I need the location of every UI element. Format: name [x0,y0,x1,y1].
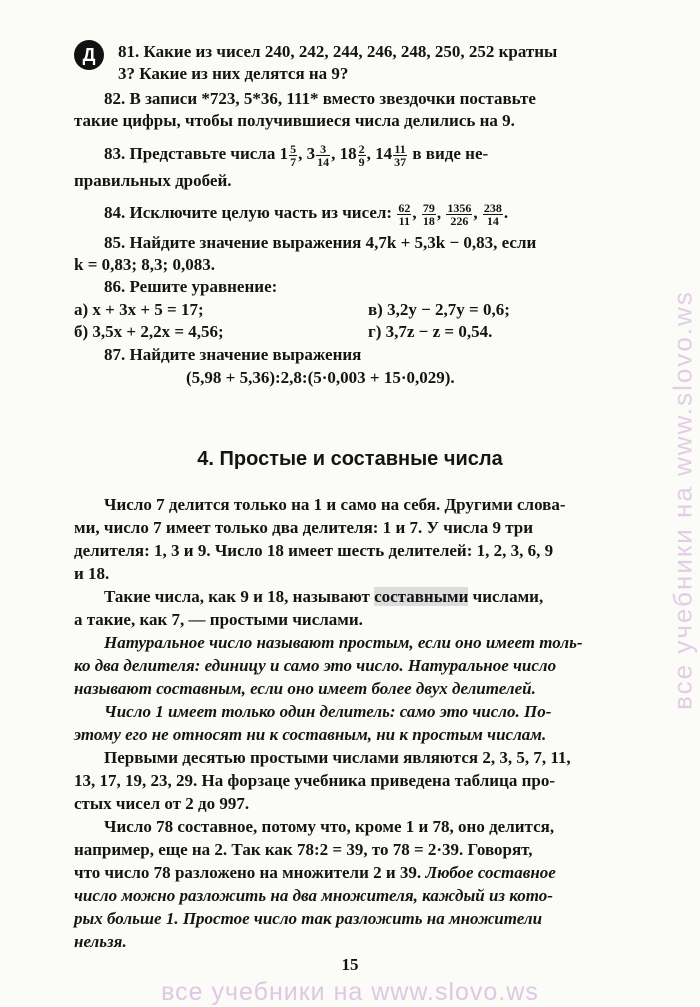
paragraph-6-line: число можно разложить на два множителя, каждый из кото- [74,886,553,905]
exercise-82-number: 82. [104,89,126,108]
exercise-81-text: Какие из чисел 240, 242, 244, 246, 248, 250, 252 кратны [143,42,558,61]
exercise-85-line1 [104,232,536,254]
equation-b: б) 3,5x + 2,2x = 4,56; [74,322,224,341]
fraction: $\frac{2}{9}$ [358,141,365,169]
text: числами, [468,587,544,606]
definition-line: Натуральное число называют простым, если оно имеет толь- [104,633,583,652]
exercise-86-text: Решите уравнение: [129,277,278,296]
exercise-85-line2: k = 0,83; 8,3; 0,083. [74,255,215,274]
side-watermark: все учебники на www.slovo.ws [667,290,698,710]
fraction: $\frac{11}{37}$ [394,141,407,169]
exercise-badge: Д [74,40,104,70]
exercise-87-number: 87. [104,345,126,364]
term-composite: составными [374,587,469,606]
italic-text: Любое составное [425,863,556,882]
exercise-81-line2: 3? Какие из них делятся на 9? [118,64,349,83]
paragraph-6-line: нельзя. [74,932,127,951]
fraction: $\frac{1356}{226}$ [447,200,472,228]
text: числами. [288,610,363,629]
exercise-83-text: Представьте числа [129,144,276,163]
exercise-82-line1 [104,88,536,110]
paragraph-5-line: 13, 17, 19, 23, 29. На форзаце учебника приведена таблица про- [74,771,555,790]
paragraph-1-line: Число 7 делится только на 1 и само на себя. Другими слова- [104,495,566,514]
exercise-87-line1 [104,344,361,366]
text: что число 78 [74,863,175,882]
paragraph-2-line1 [104,586,543,608]
note-line: этому его не относят ни к составным, ни к простым числам. [74,725,547,744]
exercise-85-number: 85. [104,233,126,252]
bottom-watermark: все учебники на www.slovo.ws [161,978,539,1006]
paragraph-6-line [74,862,556,884]
mixed-number: 18 [339,144,357,163]
definition-line: называют составным, если оно имеет более двух делителей. [74,679,536,698]
paragraph-1-line: ми, число 7 имеет только два делителя: 1 и 7. У числа 9 три [74,518,533,537]
term-prime: простыми [209,610,289,629]
equation-a: а) x + 3x + 5 = 17; [74,300,204,319]
exercise-84-number: 84. [104,203,126,222]
exercise-83-text-end: в виде не- [412,144,489,163]
exercise-83-line1: 83. Представьте числа 1 $\frac{5}{7}$ , 3 $\frac{3}{14}$ , 18 $\frac{2}{9}$ , 14 $\frac{11}{37}$ в виде не- [104,141,489,169]
equation-g: г) 3,7z − z = 0,54. [368,322,493,341]
fraction: $\frac{79}{18}$ [422,200,435,228]
text: Такие числа, как 9 и 18, называют [104,587,375,606]
paragraph-5-line: Первыми десятью простыми числами являются 2, 3, 5, 7, 11, [104,748,571,767]
fraction: $\frac{5}{7}$ [290,141,297,169]
page-number: 15 [341,955,359,974]
exercise-83-number: 83. [104,144,126,163]
paragraph-2-line2 [74,609,363,631]
mixed-number: 14 [375,144,393,163]
exercise-83-line2: правильных дробей. [74,171,232,190]
exercise-82-text: В записи *723, 5*36, 111* вместо звездочки поставьте [129,89,536,108]
paragraph-6-line: рых больше 1. Простое число так разложить на множители [74,909,543,928]
fraction: $\frac{3}{14}$ [317,141,330,169]
term-factorized: разложено на множители [174,863,369,882]
text: а такие, как 7, — [74,610,210,629]
mixed-number: 1 [279,144,289,163]
paragraph-5-line: стых чисел от 2 до 997. [74,794,250,813]
exercise-82-line2: такие цифры, чтобы получившиеся числа делились на 9. [74,111,515,130]
paragraph-1-line: делителя: 1, 3 и 9. Число 18 имеет шесть делителей: 1, 2, 3, 6, 9 [74,541,554,560]
mixed-number: 3 [306,144,316,163]
exercise-86-number: 86. [104,277,126,296]
exercise-81-line1 [118,41,557,63]
exercise-87-expression: (5,98 + 5,36):2,8:(5·0,003 + 15·0,029). [186,368,455,387]
text: 2 и 39. [368,863,426,882]
fraction: $\frac{62}{11}$ [398,200,411,228]
section-title: 4. Простые и составные числа [197,448,503,470]
exercise-84-text: Исключите целую часть из чисел: [129,203,393,222]
note-line: Число 1 имеет только один делитель: само это число. По- [104,702,552,721]
definition-line: ко два делителя: единицу и само это число. Натуральное число [74,656,557,675]
paragraph-1-line: и 18. [74,564,110,583]
fraction: $\frac{238}{14}$ [483,200,502,228]
exercise-86-line1 [104,276,277,298]
paragraph-6-line: Число 78 составное, потому что, кроме 1 и 78, оно делится, [104,817,555,836]
exercise-84-line1: 84. Исключите целую часть из чисел: $\frac{62}{11}$ , $\frac{79}{18}$ , $\frac{1356}{226}$ , $\frac{238}{14}$ . [104,200,509,228]
exercise-81-number: 81. [118,42,140,61]
exercise-87-text: Найдите значение выражения [129,345,362,364]
equation-v: в) 3,2y − 2,7y = 0,6; [368,300,510,319]
paragraph-6-line: например, еще на 2. Так как 78:2 = 39, то 78 = 2·39. Говорят, [74,840,533,859]
exercise-85-text: Найдите значение выражения 4,7k + 5,3k − 0,83, если [129,233,537,252]
